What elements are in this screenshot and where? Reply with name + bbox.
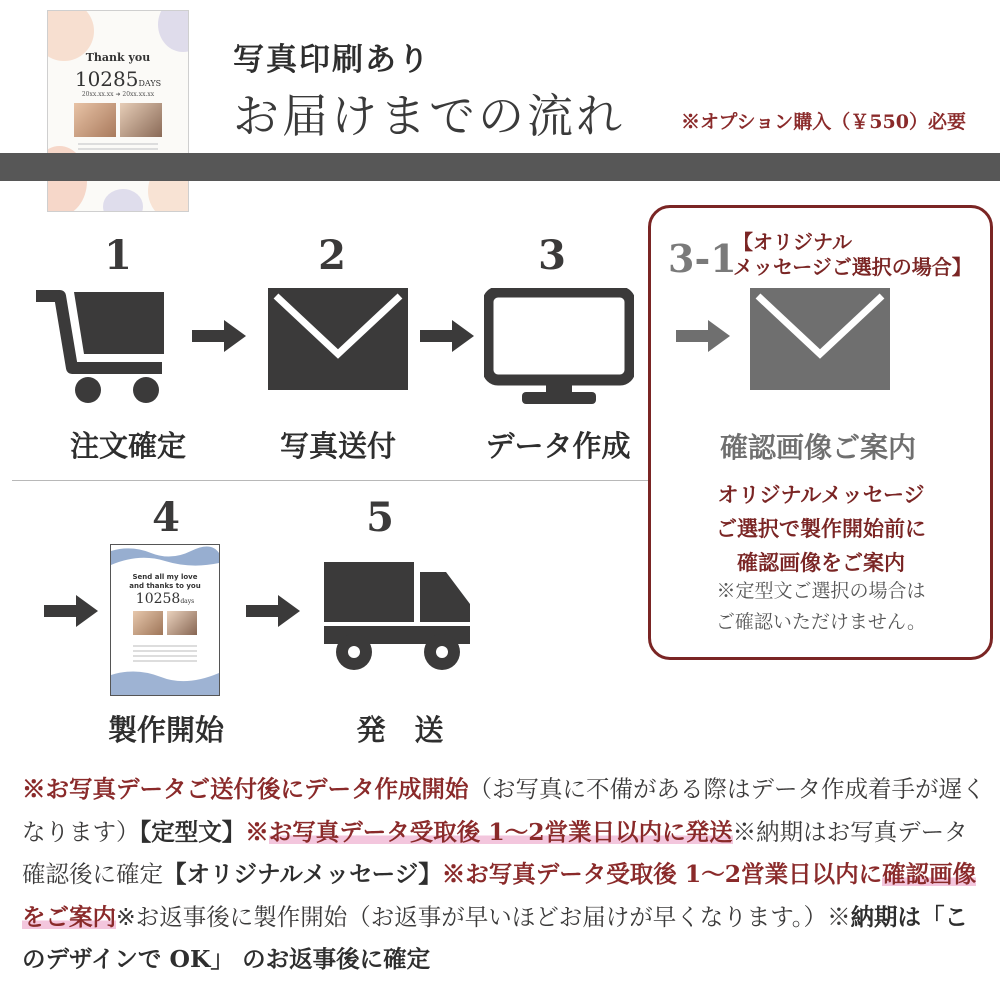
step-3-1-condition: 【オリジナル メッセージご選択の場合】 <box>733 230 972 279</box>
shopping-cart-icon <box>34 288 174 412</box>
step-1-number: 1 <box>104 232 132 279</box>
arrow-right-icon <box>44 593 100 629</box>
card-days: 10285DAYS <box>74 67 162 91</box>
step-3-label: データ作成 <box>485 429 631 463</box>
card4-days: 10258days <box>135 591 195 607</box>
card-photo-left <box>74 103 116 137</box>
step-5-label: 発 送 <box>356 713 444 747</box>
step-3-number: 3 <box>538 232 566 279</box>
step-1-label: 注文確定 <box>69 429 186 463</box>
header-subtitle: 写真印刷あり <box>233 42 431 78</box>
original-message-note: オリジナルメッセージ ご選択で製作開始前に 確認画像をご案内 <box>716 482 926 575</box>
step-5-number: 5 <box>366 494 394 541</box>
envelope-icon <box>750 288 890 394</box>
step-4-number: 4 <box>152 494 180 541</box>
step-2-number: 2 <box>318 232 346 279</box>
card-heading: Thank you <box>85 51 151 64</box>
step-2-label: 写真送付 <box>279 429 396 463</box>
monitor-icon <box>484 288 634 410</box>
page-title: お届けまでの流れ <box>233 89 625 143</box>
sample-card-thumbnail <box>47 10 189 212</box>
delivery-notes: ※お写真データご送付後にデータ作成開始（お写真に不備がある際はデータ作成着手が遅くなります）【定型文】※お写真データ受取後 1～2営業日以内に発送※納期はお写真データ確認後に確定【オリジナルメッセージ】※お写真データ受取後 1～2営業日以内に確認画像をご案内※お返事後に製作開始（お返事が早いほどお届けが早くなります。）※納期は「このデザインで OK」 のお返事後に確定 <box>22 775 986 973</box>
header-bar <box>0 153 1000 181</box>
arrow-right-icon <box>246 593 302 629</box>
truck-icon <box>322 560 474 676</box>
print-card-icon: Send all my love and thanks to you 10258days <box>110 544 220 696</box>
step-4-label: 製作開始 <box>107 713 224 747</box>
step-3-1-number: 3-1 <box>668 236 737 281</box>
row-divider <box>12 480 648 481</box>
option-note: ※オプション購入（￥550）必要 <box>681 111 966 133</box>
arrow-right-icon <box>192 318 248 354</box>
arrow-right-icon <box>420 318 476 354</box>
card-date-range: 20xx.xx.xx ➜ 20xx.xx.xx <box>81 91 155 98</box>
card-photo-right <box>120 103 162 137</box>
arrow-right-icon <box>676 318 732 354</box>
envelope-icon <box>268 288 408 394</box>
fixed-message-note: ※定型文ご選択の場合は ご確認いただけません。 <box>715 580 927 633</box>
step-3-1-label: 確認画像ご案内 <box>720 431 917 464</box>
